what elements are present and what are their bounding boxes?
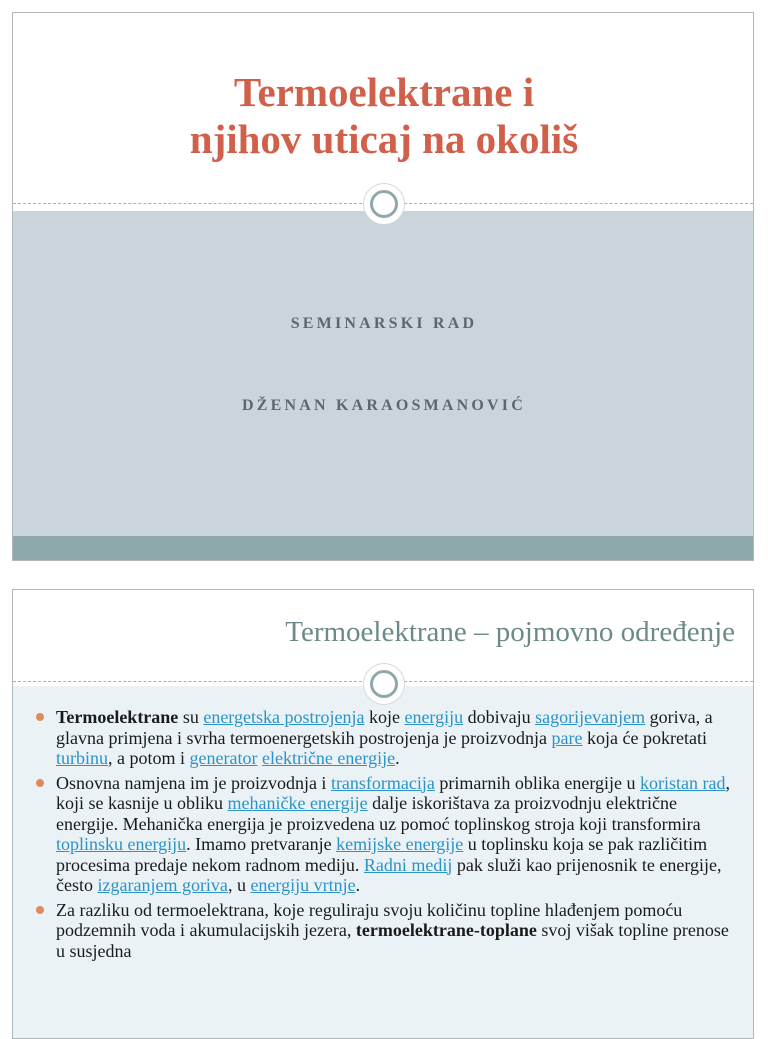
bullet-dot-icon	[36, 713, 44, 721]
link-generator[interactable]: generator	[189, 748, 258, 768]
title-slide	[12, 12, 754, 561]
text: koje	[364, 707, 405, 727]
text: .	[355, 875, 361, 895]
subtitle: SEMINARSKI RAD	[290, 315, 478, 332]
link-turbinu[interactable]: turbinu	[56, 748, 108, 768]
text: , koji se kasnije u obliku	[56, 772, 730, 813]
subtitle-band	[13, 211, 754, 536]
link-pare[interactable]: pare	[551, 727, 583, 748]
slide-title-line-2: njihov uticaj na okoliš	[189, 116, 579, 162]
text: .	[395, 748, 400, 768]
list-item	[36, 707, 736, 769]
text: goriva, a glavna primjena i svrha termoenergetskih postrojenja je proizvodnja	[56, 707, 713, 748]
slide-heading: Termoelektrane – pojmovno određenje	[285, 616, 735, 648]
link-izgaranjem-goriva[interactable]: izgaranjem goriva	[97, 875, 228, 895]
text: dobivaju	[463, 707, 536, 727]
link-energiju[interactable]: energiju	[404, 707, 464, 727]
text: koja će pokretati	[582, 727, 707, 748]
text: Za razliku od termoelektrana, koje reguliraju svoju količinu topline hlađenjem pomoću podzemnih voda i akumulacijskih jezera,	[56, 899, 683, 940]
link-toplinsku-energiju[interactable]: toplinsku energiju	[56, 834, 187, 854]
circle-ornament-icon	[364, 184, 404, 224]
text: . Imamo pretvaranje	[186, 834, 337, 854]
link-sagorijevanjem[interactable]: sagorijevanjem	[535, 707, 646, 727]
slide-title-line-1: Termoelektrane i	[233, 69, 535, 115]
link-kemijske-energije[interactable]: kemijske energije	[336, 834, 464, 854]
link-transformacija[interactable]: transformacija	[330, 772, 435, 793]
text: u toplinsku koja se pak različitim procesima predaje nekom radnom mediju.	[56, 834, 708, 875]
text: , a potom i	[108, 748, 190, 768]
link-mehanicke-energije[interactable]: mehaničke energije	[227, 793, 368, 813]
term-bold: Termoelektrane	[56, 707, 179, 727]
circle-ornament-icon	[364, 664, 404, 704]
text: pak služi kao prijenosnik te energije, često	[56, 854, 722, 895]
text: su	[178, 707, 204, 727]
link-koristan-rad[interactable]: koristan rad	[640, 772, 726, 793]
bullet-dot-icon	[36, 779, 44, 787]
slide-title	[13, 69, 754, 163]
list-item	[36, 900, 736, 962]
term-bold: termoelektrane-toplane	[355, 920, 537, 940]
text: , u	[227, 875, 251, 895]
list-item	[36, 773, 736, 896]
link-energiju-vrtnje[interactable]: energiju vrtnje	[250, 875, 356, 895]
author-name: DŽENAN KARAOSMANOVIĆ	[241, 397, 526, 414]
link-elektricne-energije[interactable]: električne energije	[261, 748, 396, 768]
text: primarnih oblika energije u	[434, 772, 641, 793]
footer-band	[13, 536, 754, 561]
text: dalje iskorištava za proizvodnju električne energije. Mehanička energija je proizvedena uz pomoć toplinskog stroja koji transformira	[56, 793, 701, 834]
bullet-dot-icon	[36, 906, 44, 914]
text: svoj višak topline prenose u susjedna	[56, 920, 729, 961]
text: Osnovna namjena im je proizvodnja i	[56, 772, 331, 793]
bullet-list	[36, 707, 736, 965]
link-radni-medij[interactable]: Radni medij	[363, 854, 453, 875]
link-energetska-postrojenja[interactable]: energetska postrojenja	[203, 707, 365, 727]
